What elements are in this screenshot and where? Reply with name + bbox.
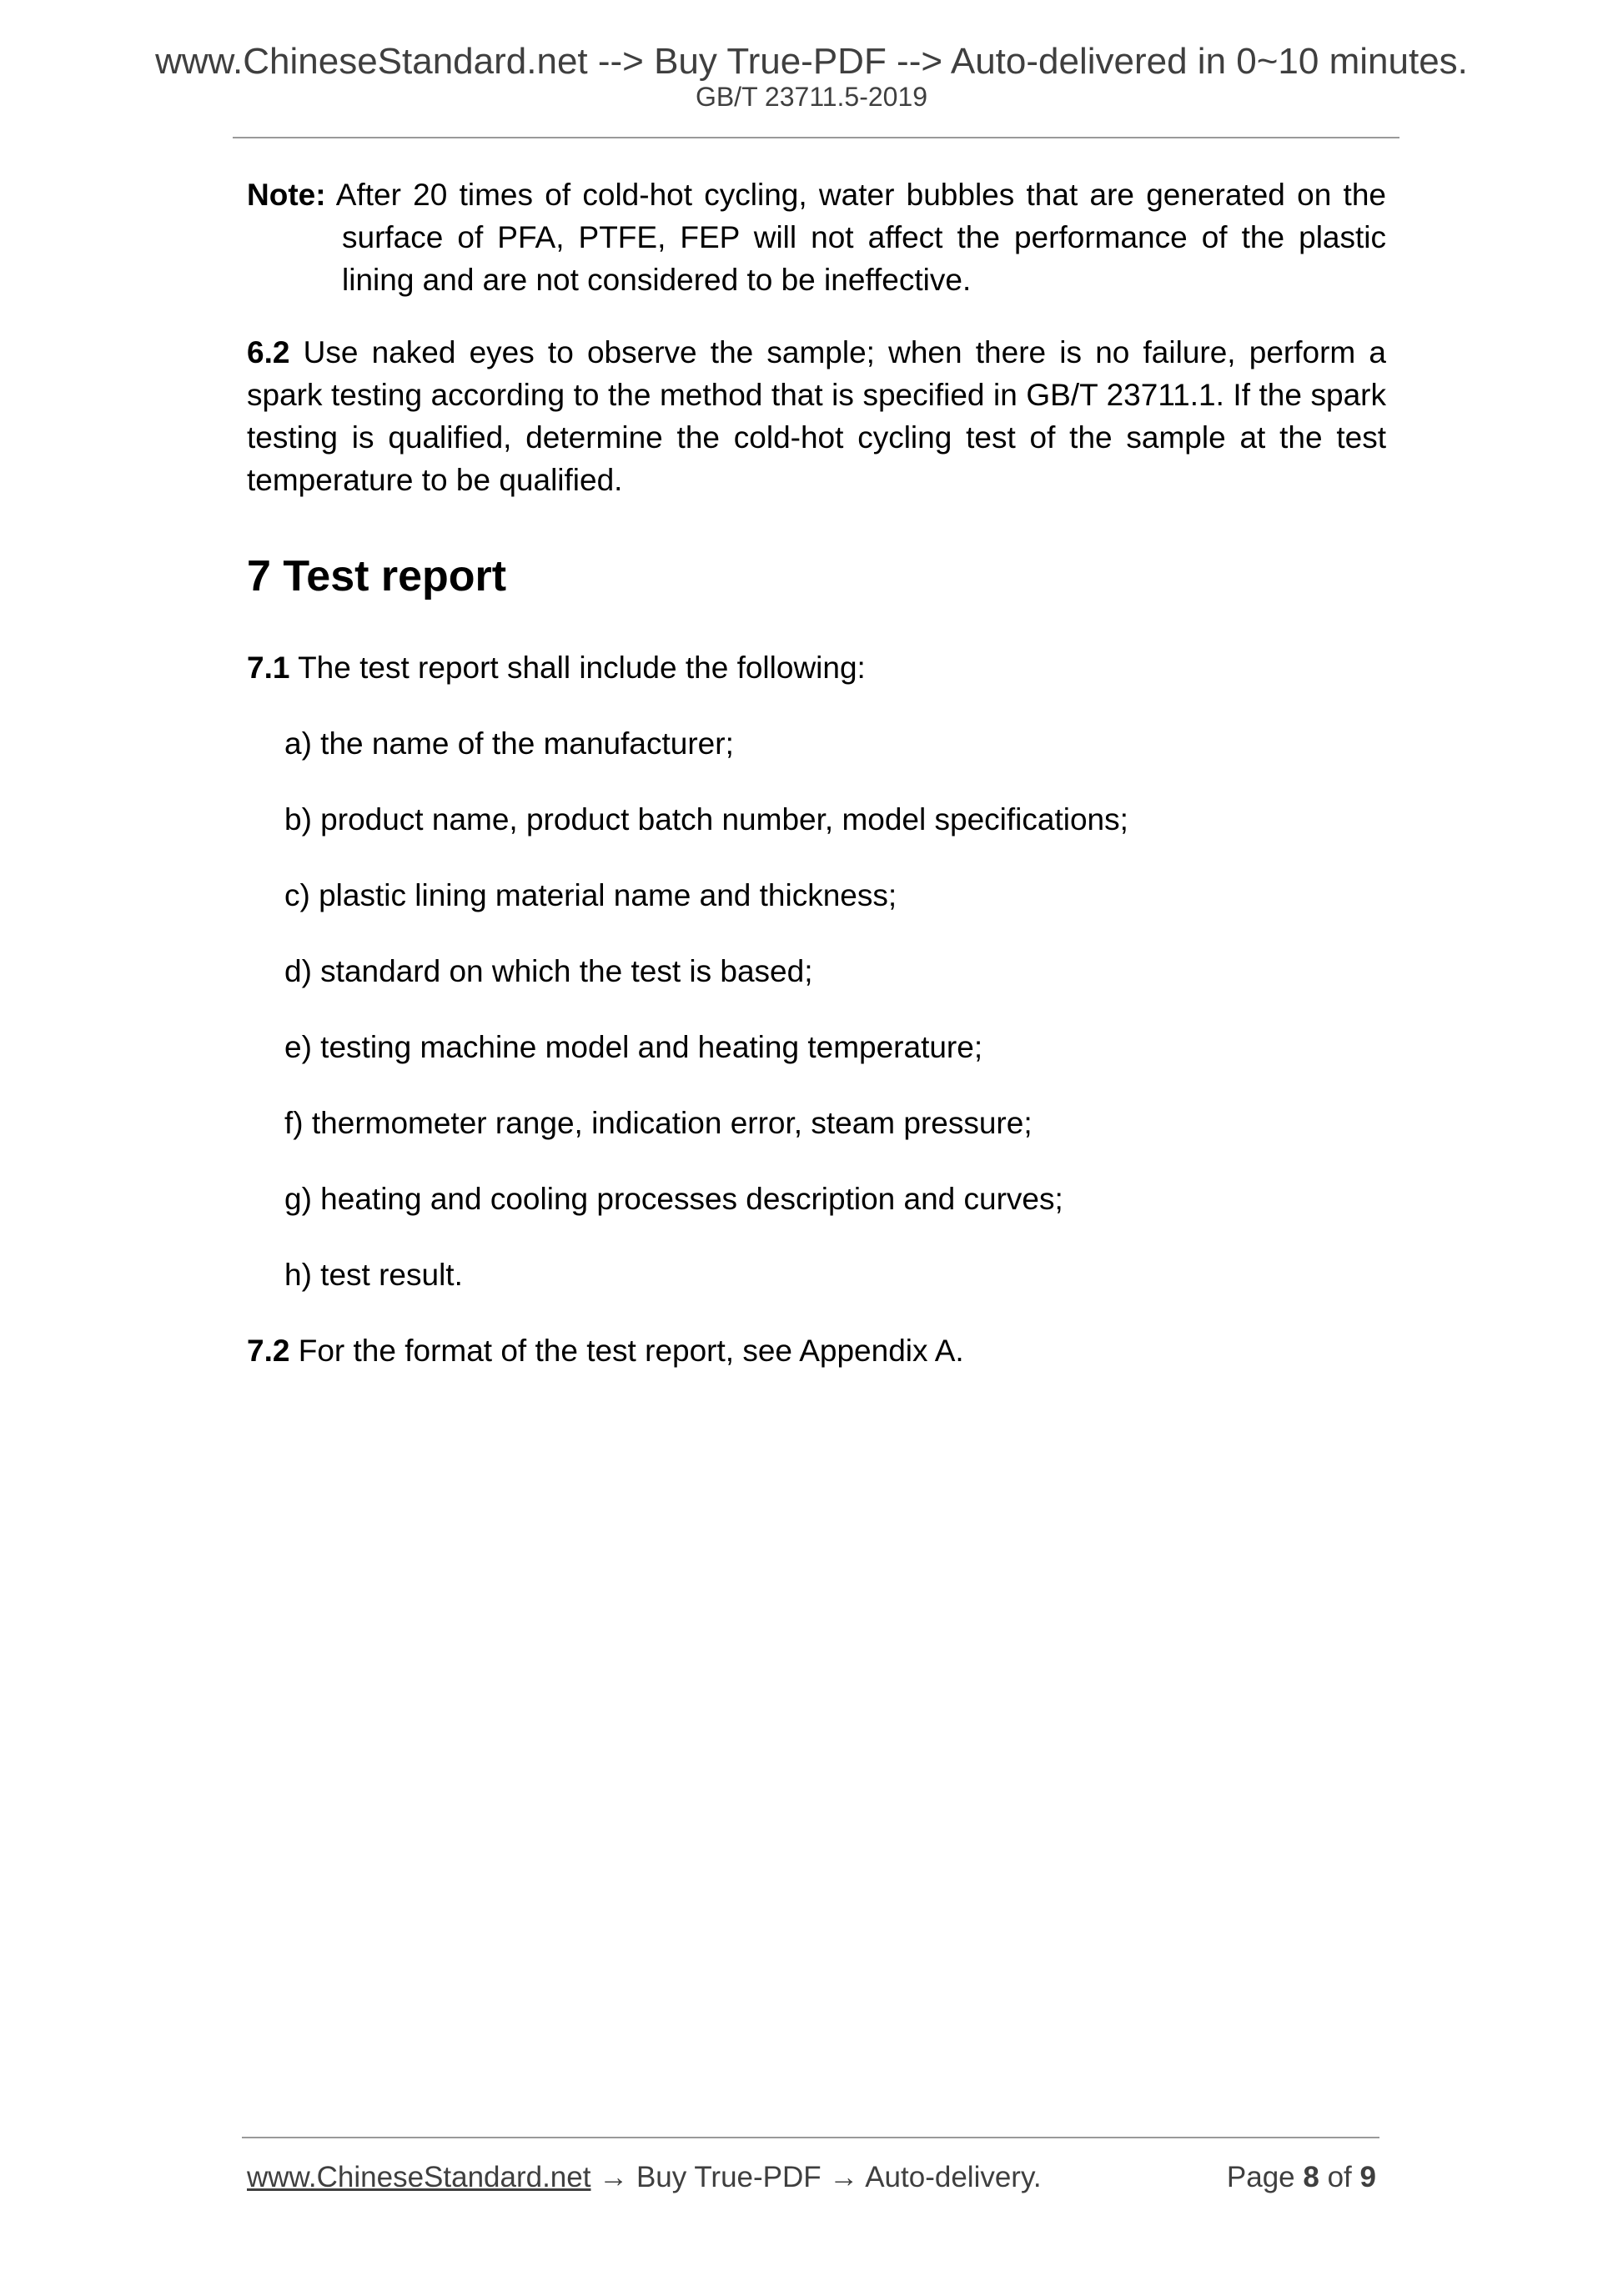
document-code: GB/T 23711.5-2019 <box>695 82 928 112</box>
clause-7-1-text: The test report shall include the following: <box>298 651 866 685</box>
list-item: b) product name, product batch number, model specifications; <box>284 802 1128 837</box>
list-item: h) test result. <box>284 1258 463 1292</box>
note-label: Note: <box>247 178 326 212</box>
clause-7-1-number: 7.1 <box>247 651 290 685</box>
list-item: g) heating and cooling processes description and curves; <box>284 1182 1063 1216</box>
clause-7-2-text: For the format of the test report, see Appendix A. <box>298 1334 964 1368</box>
clause-6-2 <box>247 331 1386 501</box>
page-content <box>247 173 1386 1372</box>
list-item: a) the name of the manufacturer; <box>284 726 734 761</box>
list-item: e) testing machine model and heating temperature; <box>284 1030 983 1064</box>
top-banner: www.ChineseStandard.net --> Buy True-PDF --> Auto-delivered in 0~10 minutes. <box>155 41 1468 82</box>
page-label: Page <box>1226 2161 1295 2193</box>
list-item: f) thermometer range, indication error, steam pressure; <box>284 1106 1033 1140</box>
clause-6-2-number: 6.2 <box>247 335 290 369</box>
page-number: 8 <box>1303 2161 1319 2193</box>
note-text: After 20 times of cold-hot cycling, water bubbles that are generated on the surface of PFA, PTFE, FEP will not affect the performance of the plastic lining and are not considered to be ineffective. <box>335 178 1386 297</box>
footer-divider <box>242 2137 1379 2138</box>
footer-links <box>247 2160 1042 2195</box>
clause-7-2-number: 7.2 <box>247 1334 290 1368</box>
note-paragraph <box>247 173 1386 301</box>
arrow-right-icon: → <box>599 2161 629 2193</box>
clause-6-2-text: Use naked eyes to observe the sample; when there is no failure, perform a spark testing according to the method that is specified in GB/T 23711.1. If the spark testing is qualified, determine the cold-hot cycling test of the sample at the test temperature to be qualified. <box>247 335 1386 497</box>
report-items-list <box>247 722 1386 1296</box>
clause-7-1 <box>247 646 1386 689</box>
list-item: c) plastic lining material name and thickness; <box>284 878 897 912</box>
section-7-heading: 7 Test report <box>247 552 507 600</box>
buy-text: Buy True-PDF <box>636 2161 822 2193</box>
total-pages: 9 <box>1359 2161 1376 2193</box>
clause-7-2 <box>247 1329 1386 1372</box>
delivery-text: Auto-delivery. <box>865 2161 1042 2193</box>
of-label: of <box>1327 2161 1352 2193</box>
header-divider <box>233 137 1399 138</box>
list-item: d) standard on which the test is based; <box>284 954 813 988</box>
site-link[interactable]: www.ChineseStandard.net <box>247 2161 591 2193</box>
page-indicator <box>1227 2160 1376 2195</box>
arrow-right-icon: → <box>829 2161 859 2193</box>
